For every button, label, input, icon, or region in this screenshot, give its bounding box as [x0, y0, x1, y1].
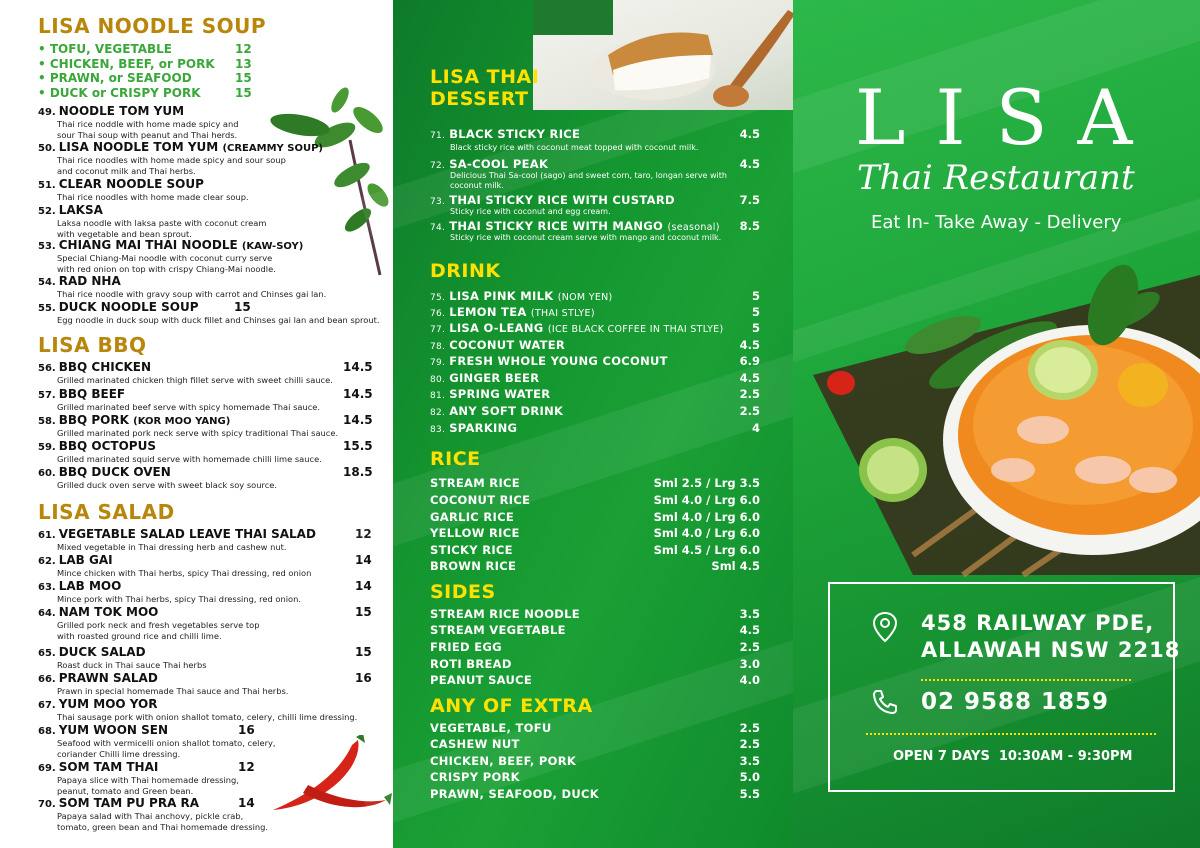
item-number: 72.: [430, 161, 446, 171]
drink-item-name: [430, 421, 517, 435]
item-number: 56.: [38, 363, 56, 374]
side-item-name: ROTI BREAD: [430, 657, 512, 671]
menu-item-price: 12: [355, 527, 372, 541]
side-item-price: 4.5: [739, 623, 760, 637]
menu-item-price: 15: [234, 300, 251, 314]
item-number: 53.: [38, 241, 56, 252]
menu-item-name: [38, 360, 151, 374]
dessert-title-line1: LISA THAI: [430, 66, 540, 88]
brand-tagline: Eat In- Take Away - Delivery: [871, 212, 1122, 233]
item-number: 63.: [38, 582, 56, 593]
menu-item-desc: Grilled marinated chicken thigh fillet serve with sweet chilli sauce.: [57, 375, 333, 385]
drink-section-title: DRINK: [430, 260, 501, 282]
option-price: 12: [235, 42, 252, 56]
item-title: NAM TOK MOO: [58, 605, 159, 619]
item-subtitle: (seasonal): [667, 222, 720, 233]
menu-item-price: 15: [355, 645, 372, 659]
menu-item-price: 14: [238, 796, 255, 810]
item-title: YUM MOO YOR: [58, 697, 158, 711]
drink-item-name: [430, 305, 595, 319]
item-title: DUCK SALAD: [58, 645, 146, 659]
drink-item-price: 4: [751, 421, 760, 435]
item-title: BLACK STICKY RICE: [449, 127, 581, 141]
item-number: 62.: [38, 556, 56, 567]
item-number: 57.: [38, 390, 56, 401]
menu-item-desc: Special Chiang-Mai noodle with coconut curry serve with red onion on top with crispy Chiang-Mai noodle.: [57, 253, 276, 274]
item-number: 81.: [430, 391, 446, 401]
rice-item-price: Sml 4.5: [711, 559, 760, 573]
item-subtitle: (KOR MOO YANG): [133, 416, 231, 427]
menu-item-price: 16: [355, 671, 372, 685]
menu-item-name: [38, 177, 204, 191]
menu-item-name: [38, 203, 103, 217]
menu-item-name: [38, 671, 158, 685]
item-title: LISA PINK MILK: [449, 289, 554, 303]
dessert-item-desc: Delicious Thai Sa-cool (sago) and sweet corn, taro, longan serve with coconut milk.: [450, 171, 727, 190]
menu-item-desc: Thai rice noodles with home made spicy and sour soup and coconut milk and Thai herbs.: [57, 155, 286, 176]
item-title: LEMON TEA: [449, 305, 527, 319]
side-item-price: 2.5: [739, 640, 760, 654]
item-title: LAB GAI: [58, 553, 113, 567]
menu-item-desc: Egg noodle in duck soup with duck fillet and Chinses gai lan and bean sprout.: [57, 315, 380, 325]
dessert-item-name: [430, 157, 548, 171]
tom-yum-soup-image: [793, 255, 1200, 585]
drink-item-price: 2.5: [739, 387, 760, 401]
menu-item-name: [38, 527, 316, 541]
opening-hours: OPEN 7 DAYS 10:30AM - 9:30PM: [893, 749, 1133, 764]
menu-item-name: [38, 300, 199, 314]
menu-item-name: [38, 104, 184, 118]
menu-item-desc: Grilled marinated pork neck serve with spicy traditional Thai sauce.: [57, 428, 339, 438]
dessert-item-price: 8.5: [739, 219, 760, 233]
item-title: COCONUT WATER: [449, 338, 566, 352]
extra-item-name: CASHEW NUT: [430, 737, 520, 751]
drink-item-price: 6.9: [739, 354, 760, 368]
item-number: 59.: [38, 442, 56, 453]
item-title: DUCK NOODLE SOUP: [58, 300, 199, 314]
rice-item-name: BROWN RICE: [430, 559, 517, 573]
left-menu-panel: [0, 0, 393, 848]
side-item-name: PEANUT SAUCE: [430, 673, 533, 687]
item-number: 74.: [430, 223, 446, 233]
item-number: 52.: [38, 206, 56, 217]
divider: [921, 679, 1131, 681]
item-number: 64.: [38, 608, 56, 619]
menu-item-price: 15.5: [343, 439, 373, 453]
extra-item-price: 2.5: [739, 721, 760, 735]
location-pin-icon: [871, 611, 899, 643]
rice-item-price: Sml 4.0 / Lrg 6.0: [653, 510, 760, 524]
extra-item-name: PRAWN, SEAFOOD, DUCK: [430, 787, 599, 801]
item-title: PRAWN SALAD: [58, 671, 158, 685]
item-subtitle: (KAW-SOY): [241, 241, 304, 252]
dessert-section-title: [430, 66, 539, 110]
item-number: 70.: [38, 799, 56, 810]
menu-item-name: [38, 238, 303, 252]
extra-item-price: 3.5: [739, 754, 760, 768]
extra-item-price: 5.5: [739, 787, 760, 801]
item-number: 61.: [38, 530, 56, 541]
option-price: 15: [235, 71, 252, 85]
item-number: 73.: [430, 197, 446, 207]
divider: [866, 733, 1156, 735]
drink-item-name: [430, 321, 724, 335]
option-price: 13: [235, 57, 252, 71]
extra-item-name: CHICKEN, BEEF, PORK: [430, 754, 577, 768]
item-title: BBQ CHICKEN: [58, 360, 152, 374]
menu-item-desc: Mince pork with Thai herbs, spicy Thai dressing, red onion.: [57, 594, 302, 604]
item-number: 78.: [430, 342, 446, 352]
middle-menu-panel: [393, 0, 793, 848]
item-title: LISA O-LEANG: [449, 321, 544, 335]
phone-number[interactable]: 02 9588 1859: [921, 689, 1110, 715]
menu-item-name: [38, 645, 146, 659]
option-label: • PRAWN, or SEAFOOD: [38, 71, 192, 85]
item-title: LAB MOO: [58, 579, 122, 593]
rice-item-price: Sml 4.0 / Lrg 6.0: [653, 526, 760, 540]
item-number: 68.: [38, 726, 56, 737]
address-line2: ALLAWAH NSW 2218: [921, 638, 1181, 662]
dessert-item-desc: Black sticky rice with coconut meat topped with coconut milk.: [450, 143, 699, 152]
rice-item-name: STREAM RICE: [430, 476, 520, 490]
menu-item-name: [38, 760, 158, 774]
item-title: BBQ BEEF: [58, 387, 126, 401]
phone-icon: [871, 688, 899, 716]
sticky-rice-dessert-image: [533, 0, 796, 110]
item-subtitle: (NOM YEN): [557, 292, 613, 303]
item-title: BBQ OCTOPUS: [58, 439, 156, 453]
menu-item-name: [38, 387, 125, 401]
dessert-item-name: [430, 193, 675, 207]
dessert-item-name: [430, 219, 720, 233]
menu-item-price: 14.5: [343, 387, 373, 401]
menu-item-desc: Grilled duck oven serve with sweet black soy source.: [57, 480, 278, 490]
menu-item-price: 12: [238, 760, 255, 774]
item-number: 60.: [38, 468, 56, 479]
item-number: 77.: [430, 325, 446, 335]
item-number: 79.: [430, 358, 446, 368]
menu-item-desc: Laksa noodle with laksa paste with coconut cream with vegetable and bean sprout.: [57, 218, 267, 239]
menu-item-name: [38, 579, 121, 593]
address-line1: 458 RAILWAY PDE,: [921, 611, 1155, 635]
side-item-price: 3.0: [739, 657, 760, 671]
menu-item-desc: Thai rice noddle with home made spicy and sour Thai soup with peanut and Thai herds.: [57, 119, 239, 140]
option-price: 15: [235, 86, 252, 100]
item-title: SPARKING: [449, 421, 518, 435]
item-subtitle: (ICE BLACK COFFEE IN THAI STLYE): [547, 324, 724, 335]
menu-item-desc: Prawn in special homemade Thai sauce and Thai herbs.: [57, 686, 289, 696]
menu-item-price: 14.5: [343, 413, 373, 427]
item-title: RAD NHA: [58, 274, 121, 288]
side-item-name: STREAM RICE NOODLE: [430, 607, 580, 621]
menu-item-name: [38, 439, 156, 453]
rice-item-name: COCONUT RICE: [430, 493, 531, 507]
item-number: 82.: [430, 408, 446, 418]
item-title: THAI STICKY RICE WITH MANGO: [449, 219, 664, 233]
menu-item-desc: Grilled pork neck and fresh vegetables serve top with roasted ground rice and chilli lime.: [57, 620, 260, 641]
item-title: FRESH WHOLE YOUNG COCONUT: [449, 354, 668, 368]
dessert-title-line2: DESSERT: [430, 88, 529, 110]
dessert-item-price: 4.5: [739, 127, 760, 141]
item-number: 55.: [38, 303, 56, 314]
menu-item-name: [38, 465, 171, 479]
salad-section-title: LISA SALAD: [38, 500, 175, 524]
menu-item-name: [38, 553, 113, 567]
extra-item-name: VEGETABLE, TOFU: [430, 721, 552, 735]
rice-item-price: Sml 4.5 / Lrg 6.0: [653, 543, 760, 557]
item-title: CLEAR NOODLE SOUP: [58, 177, 204, 191]
item-number: 75.: [430, 293, 446, 303]
menu-item-desc: Mixed vegetable in Thai dressing herb and cashew nut.: [57, 542, 287, 552]
menu-item-name: [38, 605, 158, 619]
drink-item-price: 2.5: [739, 404, 760, 418]
extra-item-price: 5.0: [739, 770, 760, 784]
menu-item-name: [38, 796, 199, 810]
item-number: 58.: [38, 416, 56, 427]
menu-item-desc: Papaya slice with Thai homemade dressing, peanut, tomato and Green bean.: [57, 775, 239, 796]
side-item-price: 4.0: [739, 673, 760, 687]
item-number: 71.: [430, 131, 446, 141]
drink-item-name: [430, 338, 565, 352]
extra-item-price: 2.5: [739, 737, 760, 751]
item-title: YUM WOON SEN: [58, 723, 169, 737]
item-title: SOM TAM THAI: [58, 760, 159, 774]
item-title: THAI STICKY RICE WITH CUSTARD: [449, 193, 675, 207]
item-number: 51.: [38, 180, 56, 191]
side-item-name: STREAM VEGETABLE: [430, 623, 566, 637]
menu-item-desc: Mince chicken with Thai herbs, spicy Thai dressing, red onion: [57, 568, 312, 578]
dessert-item-price: 7.5: [739, 193, 760, 207]
menu-item-desc: Thai rice noodles with home made clear soup.: [57, 192, 249, 202]
sides-section-title: SIDES: [430, 581, 496, 603]
menu-item-name: [38, 723, 168, 737]
item-title: SPRING WATER: [449, 387, 551, 401]
bbq-section-title: LISA BBQ: [38, 333, 147, 357]
menu-item-price: 14: [355, 579, 372, 593]
item-number: 49.: [38, 107, 56, 118]
dessert-item-desc: Sticky rice with coconut and egg cream.: [450, 207, 611, 216]
item-number: 66.: [38, 674, 56, 685]
item-title: SOM TAM PU PRA RA: [58, 796, 200, 810]
extra-item-name: CRISPY PORK: [430, 770, 520, 784]
menu-item-price: 16: [238, 723, 255, 737]
noodle-section-title: LISA NOODLE SOUP: [38, 14, 267, 38]
rice-item-name: YELLOW RICE: [430, 526, 520, 540]
drink-item-price: 5: [751, 289, 760, 303]
dessert-item-price: 4.5: [739, 157, 760, 171]
menu-item-name: [38, 697, 158, 711]
drink-item-name: [430, 404, 563, 418]
rice-item-name: GARLIC RICE: [430, 510, 514, 524]
menu-item-desc: Thai rice noodle with gravy soup with carrot and Chinses gai lan.: [57, 289, 327, 299]
item-title: ANY SOFT DRINK: [449, 404, 564, 418]
brand-name: LISA: [855, 73, 1163, 162]
menu-item-desc: Thai sausage pork with onion shallot tomato, celery, chilli lime dressing.: [57, 712, 358, 722]
dessert-item-desc: Sticky rice with coconut cream serve with mango and coconut milk.: [450, 233, 722, 242]
drink-item-price: 5: [751, 321, 760, 335]
extra-section-title: ANY OF EXTRA: [430, 695, 593, 717]
option-label: • TOFU, VEGETABLE: [38, 42, 172, 56]
menu-item-name: [38, 140, 323, 154]
menu-item-price: 18.5: [343, 465, 373, 479]
item-title: LAKSA: [58, 203, 103, 217]
option-label: • CHICKEN, BEEF, or PORK: [38, 57, 215, 71]
item-number: 67.: [38, 700, 56, 711]
item-number: 83.: [430, 425, 446, 435]
option-label: • DUCK or CRISPY PORK: [38, 86, 201, 100]
menu-item-price: 14: [355, 553, 372, 567]
menu-item-name: [38, 413, 230, 427]
menu-item-desc: Roast duck in Thai sauce Thai herbs: [57, 660, 207, 670]
item-title: LISA NOODLE TOM YUM: [58, 140, 219, 154]
item-title: NOODLE TOM YUM: [58, 104, 185, 118]
menu-item-desc: Seafood with vermicelli onion shallot tomato, celery, coriander Chilli lime dressing.: [57, 738, 276, 759]
item-number: 65.: [38, 648, 56, 659]
item-number: 54.: [38, 277, 56, 288]
menu-item-name: [38, 274, 121, 288]
drink-item-price: 5: [751, 305, 760, 319]
drink-item-name: [430, 371, 539, 385]
menu-item-desc: Papaya salad with Thai anchovy, pickle crab, tomato, green bean and Thai homemade dressing.: [57, 811, 269, 832]
rice-item-price: Sml 4.0 / Lrg 6.0: [653, 493, 760, 507]
item-number: 50.: [38, 143, 56, 154]
item-subtitle: (CREAMMY SOUP): [222, 143, 323, 154]
drink-item-price: 4.5: [739, 338, 760, 352]
side-item-price: 3.5: [739, 607, 760, 621]
item-title: SA-COOL PEAK: [449, 157, 549, 171]
menu-item-desc: Grilled marinated beef serve with spicy homemade Thai sauce.: [57, 402, 321, 412]
side-item-name: FRIED EGG: [430, 640, 502, 654]
item-number: 69.: [38, 763, 56, 774]
rice-item-name: STICKY RICE: [430, 543, 513, 557]
rice-section-title: RICE: [430, 448, 481, 470]
item-subtitle: (THAI STLYE): [530, 308, 595, 319]
menu-item-price: 14.5: [343, 360, 373, 374]
menu-item-desc: Grilled marinated squid serve with homemade chilli lime sauce.: [57, 454, 322, 464]
item-title: VEGETABLE SALAD LEAVE THAI SALAD: [58, 527, 316, 541]
drink-item-name: [430, 289, 613, 303]
drink-item-name: [430, 354, 668, 368]
item-number: 76.: [430, 309, 446, 319]
item-number: 80.: [430, 375, 446, 385]
item-title: CHIANG MAI THAI NOODLE: [58, 238, 238, 252]
item-title: BBQ DUCK OVEN: [58, 465, 171, 479]
menu-item-price: 15: [355, 605, 372, 619]
dessert-item-name: [430, 127, 580, 141]
item-title: GINGER BEER: [449, 371, 540, 385]
drink-item-name: [430, 387, 550, 401]
item-title: BBQ PORK: [58, 413, 129, 427]
brand-subtitle: Thai Restaurant: [857, 158, 1135, 198]
drink-item-price: 4.5: [739, 371, 760, 385]
rice-item-price: Sml 2.5 / Lrg 3.5: [653, 476, 760, 490]
